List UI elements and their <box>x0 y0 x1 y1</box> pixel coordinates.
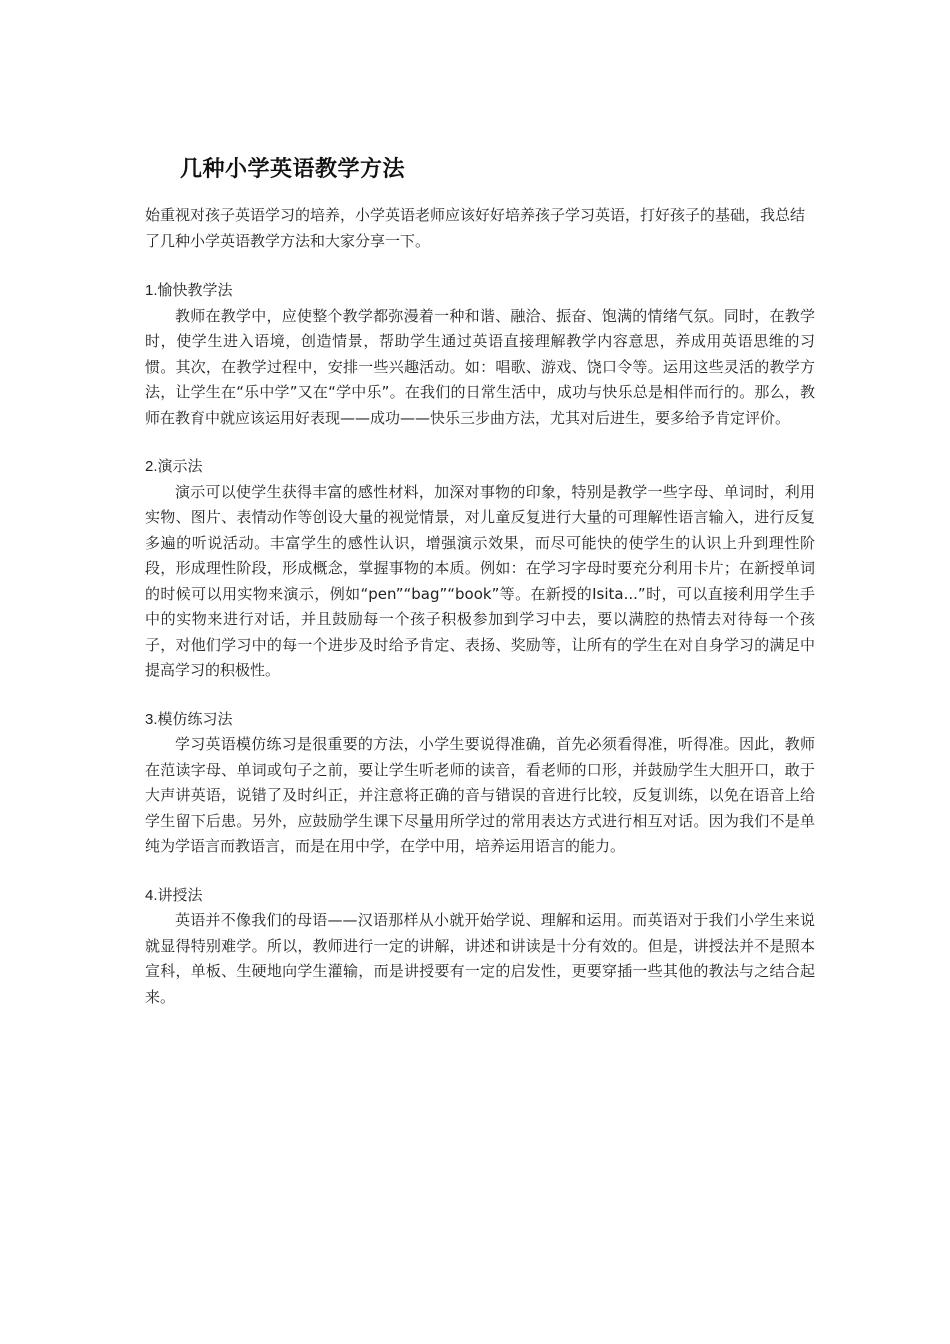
document-title: 几种小学英语教学方法 <box>180 157 406 182</box>
section-paragraph: 演示可以使学生获得丰富的感性材料，加深对事物的印象，特别是教学一些字母、单词时，利用实物、图片、表情动作等创设大量的视觉情景，对儿童反复进行大量的可理解性语言输入，进行反复多遍的听说活动。丰富学生的感性认识，增强演示效果，而尽可能快的使学生的认识上升到理性阶段，形成理性阶段，形成概念，掌握事物的本质。例如：在学习字母时要充分利用卡片；在新授单词的时候可以用实物来演示，例如“pen”“bag”“book”等。在新授的Isita...”时，可以直接利用学生手中的实物来进行对话，并且鼓励每一个孩子积极参加到学习中去，要以满腔的热情去对待每一个孩子，对他们学习中的每一个进步及时给予肯定、表扬、奖励等，让所有的学生在对自身学习的满足中提高学习的积极性。 <box>145 482 815 679</box>
section-lecture <box>145 883 815 1011</box>
section-heading: 3.模仿练习法 <box>145 710 233 728</box>
section-happy-teaching <box>145 278 815 431</box>
section-imitation-practice <box>145 707 815 860</box>
section-paragraph: 英语并不像我们的母语——汉语那样从小就开始学说、理解和运用。而英语对于我们小学生来说就显得特别难学。所以，教师进行一定的讲解，讲述和讲读是十分有效的。但是，讲授法并不是照本宣科，单板、生硬地向学生灌输，而是讲授要有一定的启发性，更要穿插一些其他的教法与之结合起来。 <box>145 911 815 1006</box>
section-paragraph: 教师在教学中，应使整个教学都弥漫着一种和谐、融洽、振奋、饱满的情绪气氛。同时，在教学时，使学生进入语境，创造情景，帮助学生通过英语直接理解教学内容意思，养成用英语思维的习惯。其次，在教学过程中，安排一些兴趣活动。如：唱歌、游戏、饶口令等。运用这些灵活的教学方法，让学生在“乐中学”又在“学中乐”。在我们的日常生活中，成功与快乐总是相伴而行的。那么，教师在教育中就应该运用好表现——成功——快乐三步曲方法，尤其对后进生，要多给予肯定评价。 <box>145 306 815 427</box>
document-body <box>145 203 815 1033</box>
intro-paragraph: 始重视对孩子英语学习的培养，小学英语老师应该好好培养孩子学习英语，打好孩子的基础，我总结了几种小学英语教学方法和大家分享一下。 <box>145 206 806 250</box>
section-paragraph: 学习英语模仿练习是很重要的方法，小学生要说得准确，首先必须看得准，听得准。因此，教师在范读字母、单词或句子之前，要让学生听老师的读音，看老师的口形，并鼓励学生大胆开口，敢于大声讲英语，说错了及时纠正，并注意将正确的音与错误的音进行比较，反复训练，以免在语音上给学生留下后患。另外，应鼓励学生课下尽量用所学过的常用表达方式进行相互对话。因为我们不是单纯为学语言而教语言，而是在用中学，在学中用，培养运用语言的能力。 <box>145 735 815 855</box>
section-heading: 2.演示法 <box>145 458 203 475</box>
section-heading: 4.讲授法 <box>145 886 203 904</box>
section-heading: 1.愉快教学法 <box>145 282 233 299</box>
section-demonstration <box>145 454 815 684</box>
